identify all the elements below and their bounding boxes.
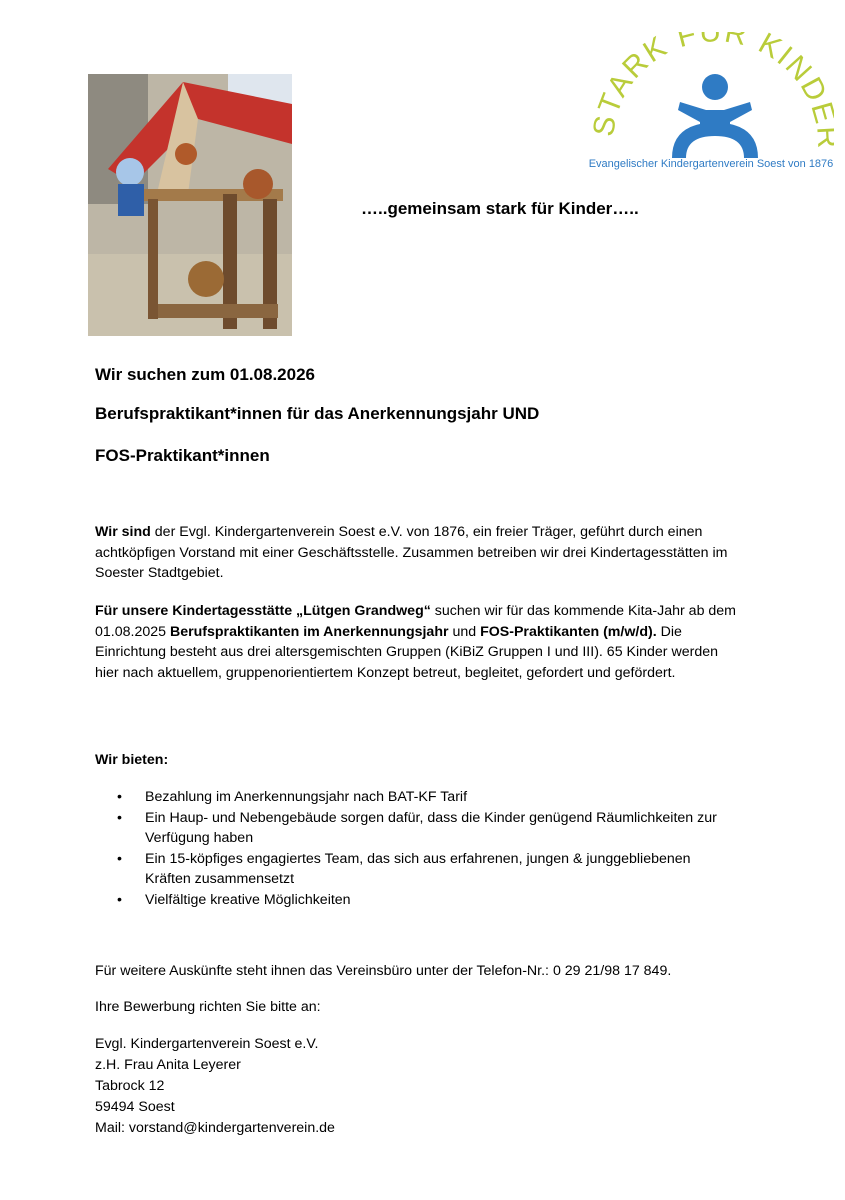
bullet-icon: • xyxy=(117,850,122,867)
intro-text: der Evgl. Kindergartenverein Soest e.V. von 1876, ein freier Träger, geführt durch einen achtköpfigen Vorstand mit einer Geschäftsstelle. Zusammen betreiben wir drei Kindertagesstätten im Soester Stadtgebiet. xyxy=(95,524,728,581)
facility-paragraph xyxy=(95,601,745,683)
apply-instruction: Ihre Bewerbung richten Sie bitte an: xyxy=(95,999,321,1015)
address-mail[interactable]: Mail: vorstand@kindergartenverein.de xyxy=(95,1120,335,1136)
stark-fuer-kinder-logo xyxy=(588,32,834,172)
list-item-text: Vielfältige kreative Möglichkeiten xyxy=(145,891,351,908)
list-item xyxy=(95,808,735,849)
logo-subtitle: Evangelischer Kindergartenverein Soest von 1876 xyxy=(588,158,834,170)
address-block xyxy=(95,1034,335,1139)
playhouse-photo xyxy=(88,74,292,336)
list-item-text: Bezahlung im Anerkennungsjahr nach BAT-KF Tarif xyxy=(145,789,468,805)
bullet-icon: • xyxy=(117,809,122,826)
list-item xyxy=(95,787,735,808)
facility-bold-3: FOS-Praktikanten (m/w/d). xyxy=(480,623,657,640)
tagline: …..gemeinsam stark für Kinder….. xyxy=(361,199,639,218)
svg-text:STARK FÜR KINDER: STARK FÜR KIND xyxy=(588,32,834,139)
address-street: Tabrock 12 xyxy=(95,1078,165,1094)
address-attn: z.H. Frau Anita Leyerer xyxy=(95,1057,241,1073)
heading-fos: FOS-Praktikant*innen xyxy=(95,446,270,465)
offer-title: Wir bieten: xyxy=(95,752,169,768)
heading-date: Wir suchen zum 01.08.2026 xyxy=(95,365,316,384)
bullet-icon: • xyxy=(117,891,122,908)
intro-paragraph xyxy=(95,522,745,584)
list-item xyxy=(95,890,735,911)
logo xyxy=(588,32,834,172)
facility-bold-1: Für unsere Kindertagesstätte „Lütgen Grandweg“ xyxy=(95,603,431,619)
facility-text-2: und xyxy=(448,623,481,640)
list-item-text: Ein 15-köpfiges engagiertes Team, das sich aus erfahrenen, jungen & junggebliebenen Kräften zusammensetzt xyxy=(145,850,691,887)
offer-list xyxy=(95,787,735,910)
playhouse-with-puppets-photo xyxy=(88,74,292,336)
heading-position: Berufspraktikant*innen für das Anerkennungsjahr UND xyxy=(95,404,540,423)
address-city: 59494 Soest xyxy=(95,1099,175,1115)
bullet-icon: • xyxy=(117,789,122,805)
intro-lead: Wir sind xyxy=(95,524,151,540)
facility-text-3: Die Einrichtung besteht aus drei altersgemischten Gruppen (KiBiZ Gruppen I und III). 65 Kinder werden hier nach aktuellem, gruppenorientiertem Konzept betreut, begleitet, gefordert und gefördert. xyxy=(95,623,719,681)
address-org: Evgl. Kindergartenverein Soest e.V. xyxy=(95,1036,319,1052)
list-item-text: Ein Haup- und Nebengebäude sorgen dafür, dass die Kinder genügend Räumlichkeiten zur Verfügung haben xyxy=(145,809,717,846)
contact-info: Für weitere Auskünfte steht ihnen das Vereinsbüro unter der Telefon-Nr.: 0 29 21/98 17 849. xyxy=(95,963,672,979)
list-item xyxy=(95,849,735,890)
facility-text-1: suchen wir für das kommende Kita-Jahr ab dem 01.08.2025 xyxy=(95,603,736,640)
facility-bold-2: Berufspraktikanten im Anerkennungsjahr xyxy=(169,623,449,640)
